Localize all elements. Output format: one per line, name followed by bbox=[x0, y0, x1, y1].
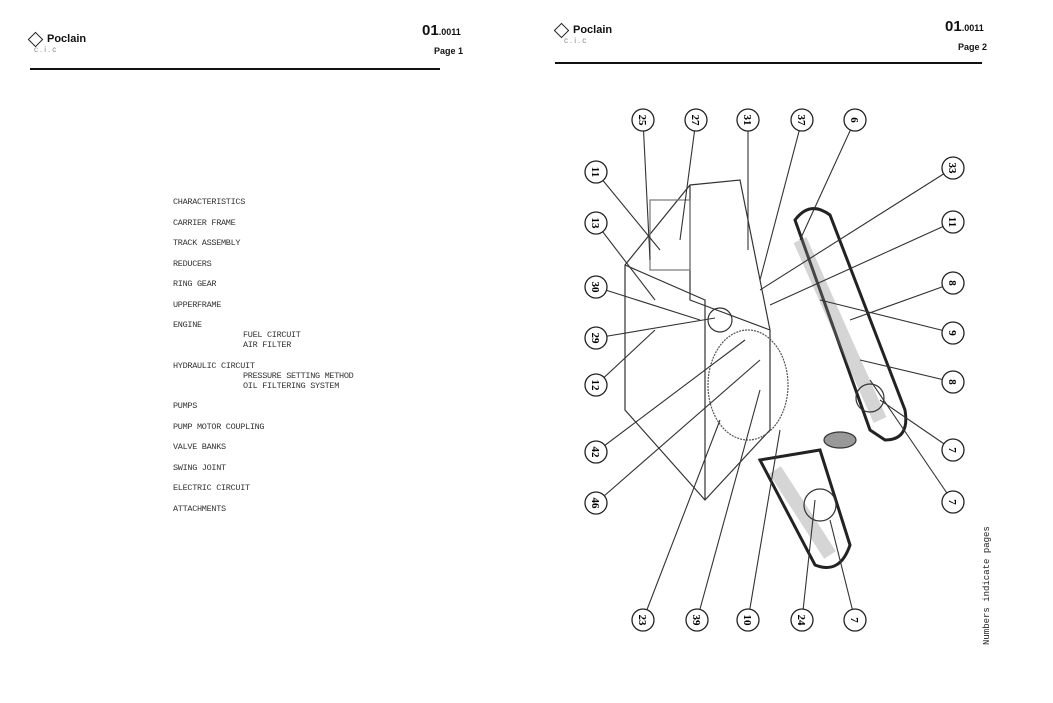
callout-11 bbox=[585, 161, 607, 183]
callout-number: 11 bbox=[589, 166, 601, 178]
callout-37 bbox=[791, 109, 813, 131]
leader-line bbox=[760, 120, 802, 280]
toc-subitem: OIL FILTERING SYSTEM bbox=[243, 380, 340, 391]
toc-item-label: PUMP MOTOR COUPLING bbox=[173, 421, 265, 432]
callout-number: 39 bbox=[690, 614, 702, 626]
leader-line bbox=[850, 283, 953, 320]
page-number: Page 1 bbox=[434, 46, 464, 56]
callout-30 bbox=[585, 276, 607, 298]
doc-number: 01.0011 bbox=[422, 22, 461, 39]
callout-number: 33 bbox=[946, 162, 958, 174]
leader-line bbox=[800, 120, 855, 240]
callout-8 bbox=[942, 371, 964, 393]
callout-number: 29 bbox=[589, 332, 601, 344]
callout-number: 31 bbox=[741, 114, 753, 126]
callout-number: 6 bbox=[848, 117, 860, 123]
callout-12 bbox=[585, 374, 607, 396]
callout-number: 46 bbox=[589, 497, 601, 509]
leader-line bbox=[880, 400, 953, 450]
callout-29 bbox=[585, 327, 607, 349]
callout-number: 8 bbox=[946, 280, 958, 286]
callout-number: 37 bbox=[795, 114, 807, 126]
callout-39 bbox=[686, 609, 708, 631]
leader-line bbox=[697, 390, 760, 620]
toc-item-label: CHARACTERISTICS bbox=[173, 197, 246, 207]
callout-27 bbox=[685, 109, 707, 131]
toc-subitem: FUEL CIRCUIT bbox=[243, 330, 301, 340]
toc-item-label: TRACK ASSEMBLY bbox=[173, 238, 241, 248]
callout-number: 7 bbox=[946, 499, 958, 505]
leader-line bbox=[596, 287, 700, 320]
leader-line bbox=[596, 340, 745, 452]
toc-item-label: HYDRAULIC CIRCUIT bbox=[173, 360, 255, 371]
excavator-drawing bbox=[625, 180, 906, 568]
callout-31 bbox=[737, 109, 759, 131]
callout-46 bbox=[585, 492, 607, 514]
leader-line bbox=[860, 360, 953, 382]
brand-name: Poclain bbox=[573, 24, 613, 36]
toc-subitem: AIR FILTER bbox=[243, 340, 292, 350]
callout-8 bbox=[942, 272, 964, 294]
callout-6 bbox=[844, 109, 866, 131]
callout-number: 7 bbox=[848, 617, 860, 623]
ring-gear bbox=[708, 330, 788, 440]
toc-item-label: VALVE BANKS bbox=[173, 442, 226, 452]
toc-item-label: RING GEAR bbox=[173, 279, 217, 289]
brand-sub: c.i.c bbox=[564, 36, 589, 45]
brand-sub: c.i.c bbox=[34, 45, 59, 54]
toc-item-label: ATTACHMENTS bbox=[173, 503, 226, 514]
callout-number: 10 bbox=[741, 614, 753, 626]
toc-item-label: CARRIER FRAME bbox=[173, 217, 236, 228]
callout-number: 30 bbox=[589, 281, 601, 293]
callout-number: 9 bbox=[946, 330, 958, 336]
callout-7 bbox=[942, 439, 964, 461]
callout-number: 23 bbox=[636, 614, 648, 626]
callout-42 bbox=[585, 441, 607, 463]
toc-item-label: PUMPS bbox=[173, 401, 198, 411]
toc-item-label: ENGINE bbox=[173, 320, 202, 330]
callout-number: 13 bbox=[589, 217, 601, 229]
toc-item-label: ELECTRIC CIRCUIT bbox=[173, 483, 250, 493]
callout-25 bbox=[632, 109, 654, 131]
callout-7 bbox=[844, 609, 866, 631]
callout-33 bbox=[942, 157, 964, 179]
callout-24 bbox=[791, 609, 813, 631]
callout-number: 42 bbox=[589, 446, 601, 458]
toc-item-label: REDUCERS bbox=[173, 258, 212, 269]
callout-7 bbox=[942, 491, 964, 513]
toc-subitem: PRESSURE SETTING METHOD bbox=[243, 370, 354, 381]
callout-10 bbox=[737, 609, 759, 631]
callout-23 bbox=[632, 609, 654, 631]
toc-item-label: UPPERFRAME bbox=[173, 299, 222, 310]
leader-line bbox=[830, 520, 855, 620]
callout-number: 27 bbox=[689, 114, 701, 126]
diagram-note: Numbers indicate pages bbox=[982, 526, 992, 645]
callout-number: 8 bbox=[946, 379, 958, 385]
leader-line bbox=[760, 168, 953, 290]
leader-line bbox=[596, 318, 715, 338]
track-right bbox=[795, 209, 906, 440]
callout-13 bbox=[585, 212, 607, 234]
callout-number: 11 bbox=[946, 216, 958, 228]
callout-11 bbox=[942, 211, 964, 233]
leader-line bbox=[643, 420, 720, 620]
leader-line bbox=[680, 120, 696, 240]
callout-number: 7 bbox=[946, 447, 958, 453]
doc-number: 01.0011 bbox=[945, 18, 984, 35]
callout-number: 12 bbox=[589, 379, 601, 391]
toc-item-label: SWING JOINT bbox=[173, 462, 226, 473]
callout-9 bbox=[942, 322, 964, 344]
callout-number: 24 bbox=[795, 614, 807, 626]
callout-number: 25 bbox=[636, 114, 648, 126]
brand-name: Poclain bbox=[47, 33, 87, 45]
page-number: Page 2 bbox=[958, 42, 988, 52]
